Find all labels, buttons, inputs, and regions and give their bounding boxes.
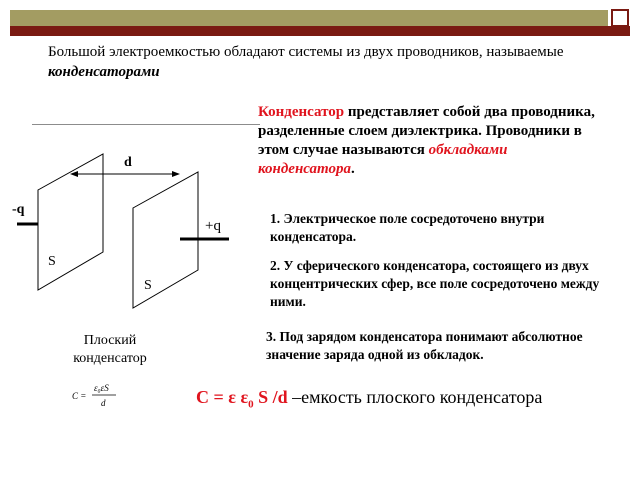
intro-text: Большой электроемкостью обладают системы из двух проводников, называемые (48, 44, 564, 60)
formula-description: –емкость плоского конденсатора (287, 387, 543, 407)
formula-part-1: C = ε ε (196, 387, 249, 407)
diagram-caption: Плоский конденсатор (73, 333, 147, 366)
label-minus-q: -q (12, 202, 25, 217)
small-formula-numerator: ε₀εS (94, 383, 109, 393)
label-plus-q: +q (205, 218, 221, 234)
definition-term: Конденсатор (258, 104, 345, 120)
title-decoration-bar (0, 0, 640, 40)
note-1: 1. Электрическое поле сосредоточено внутри конденсатора. (270, 211, 545, 244)
definition-end: . (351, 161, 355, 177)
formula-subscript: 0 (248, 398, 254, 411)
definition-term-plates: обкладками конденсатора (258, 142, 508, 177)
intro-paragraph (48, 42, 608, 82)
label-d: d (124, 155, 132, 170)
intro-term: конденсаторами (48, 64, 160, 80)
capacitor-diagram (0, 140, 260, 330)
arrow-head-right (172, 171, 180, 177)
formula-main (196, 387, 288, 411)
definition-paragraph (258, 103, 598, 179)
capacitance-formula (196, 384, 596, 418)
label-area-right: S (144, 278, 152, 293)
formula-part-2: S /d (253, 387, 288, 407)
capacitance-formula-image (70, 378, 130, 412)
small-formula-denominator: d (101, 398, 106, 408)
divider-line (32, 124, 260, 125)
note-3: 3. Под зарядом конденсатора понимают абсолютное значение заряда одной из обкладок. (266, 329, 583, 362)
definition-text: представляет собой два проводника, разделенные слоем диэлектрика. Проводники в этом случае называются (258, 104, 595, 158)
label-area-left: S (48, 254, 56, 269)
note-2: 2. У сферического конденсатора, состоящего из двух концентрических сфер, все поле сосредоточено между ними. (270, 258, 600, 309)
small-formula-lhs: C = (72, 391, 87, 401)
